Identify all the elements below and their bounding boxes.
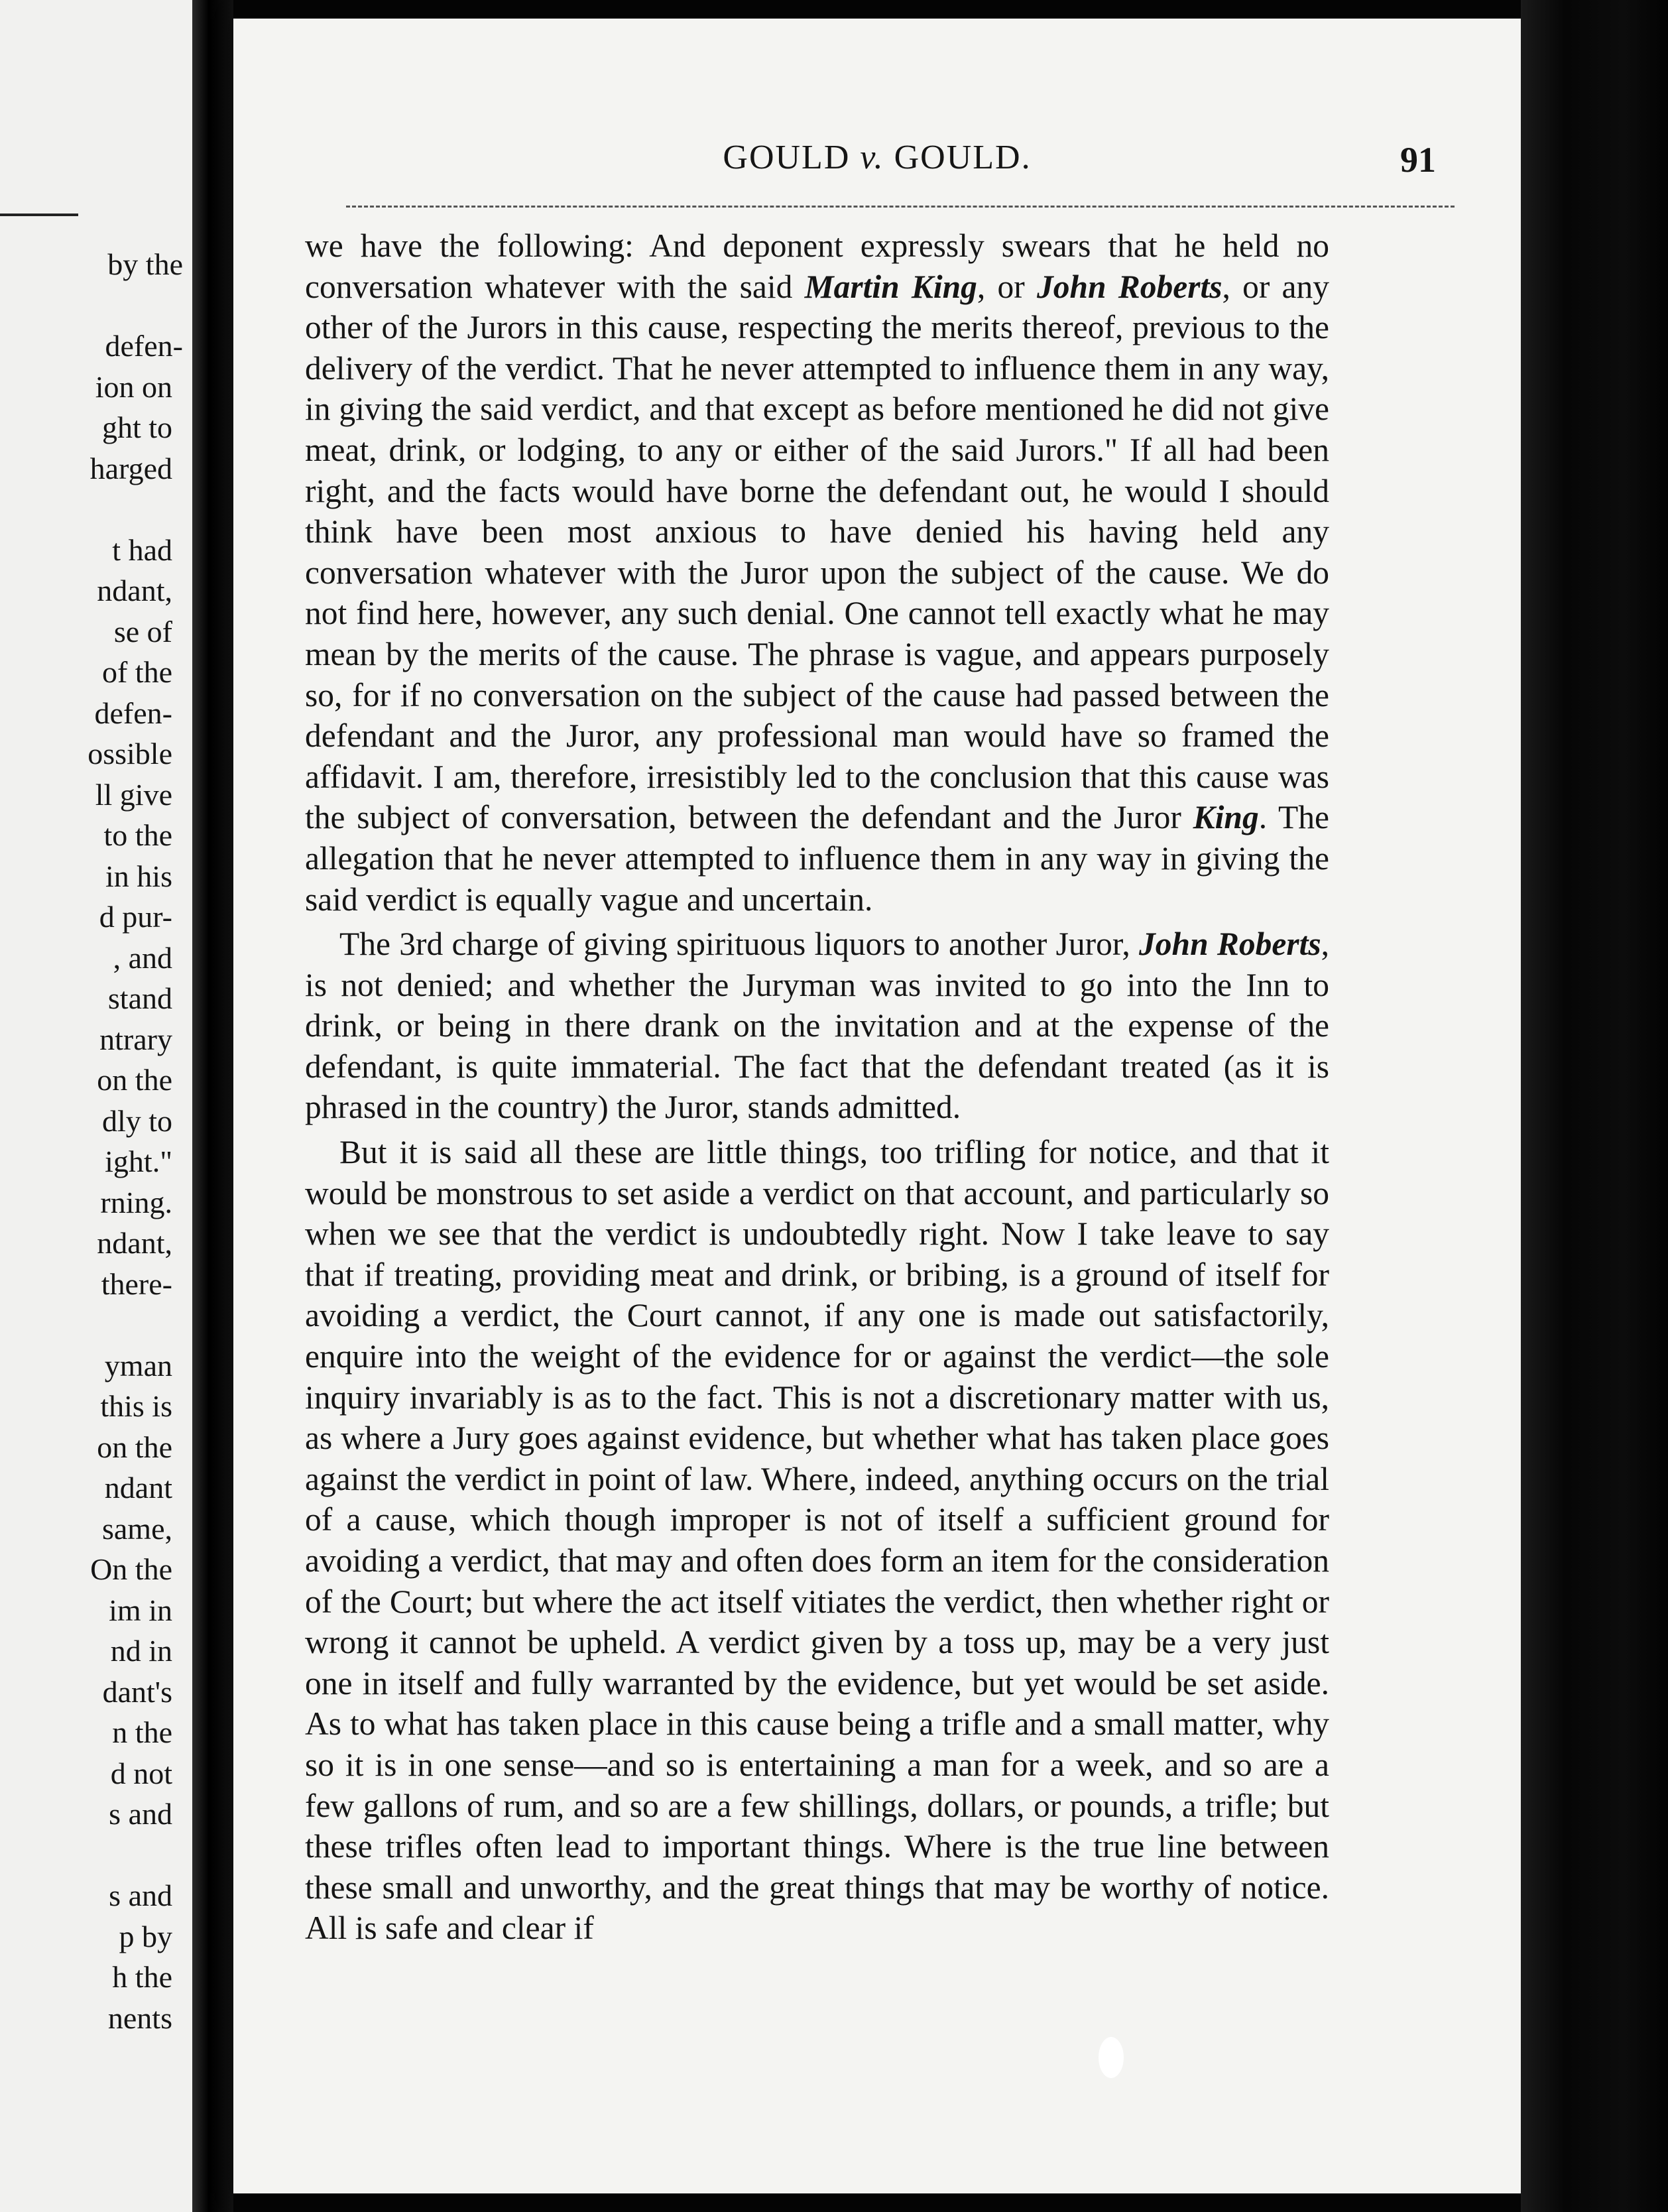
previous-page-line: stand [107, 981, 172, 1015]
scan-background [1521, 0, 1668, 2212]
previous-page-line: by the [107, 247, 183, 281]
text-run: But it is said all these are little things, too trifling for notice, and that it would be monstrous to set aside a verdict on that account, and particularly so when we see that the verdict is undoubtedly right. Now I take leave to say that if treating, providing meat and drink, or bribing, is a ground of itself for avoiding a verdict, the Court cannot, if any one is made out satisfactorily, enquire into the weight of the evidence for or against the verdict—the sole inquiry invariably is as to the fact. This is not a discretionary matter with us, as where a Jury goes against evidence, but whether what has taken place goes against the verdict in point of law. Where, indeed, anything occurs on the trial of a cause, which though improper is not of itself a sufficient ground for avoiding a verdict, that may and often does form an item for the consideration of the Court; but where the act itself vitiates the verdict, then whether right or wrong it cannot be upheld. A verdict given by a toss up, may be a very just one in itself and fully warranted by the evidence, but yet would be set aside. As to what has taken place in this cause being a trifle and a small matter, why so it is in one sense—and so is entertaining a man for a week, and so are a few gallons of rum, and so are a few shillings, dollars, or pounds, a trifle; but these trifles often lead to important things. Where is the true line between these small and unworthy, and the great things that may be worthy of notice. All is safe and clear if [305, 1134, 1330, 1947]
previous-page-line: d pur- [99, 900, 172, 934]
previous-page-line: ll give [95, 777, 172, 812]
running-head-versus: v. [860, 139, 884, 176]
previous-page-line: this is [100, 1389, 172, 1423]
header-rule [346, 206, 1455, 208]
previous-page-line: on the [97, 1430, 172, 1464]
previous-page-line: , and [113, 940, 172, 975]
paper-blemish [1099, 2037, 1124, 2078]
body-paragraph [305, 924, 1329, 1128]
previous-page-line: p by [119, 1919, 172, 1953]
previous-page-line: ntrary [99, 1022, 172, 1056]
running-head-left: GOULD [723, 139, 861, 176]
previous-page-edge [0, 0, 192, 2212]
previous-page-line: same, [101, 1511, 172, 1546]
italic-name: John Roberts [1036, 268, 1222, 305]
italic-name: John Roberts [1139, 926, 1321, 963]
previous-page-line: nd in [110, 1634, 172, 1668]
previous-page-line: harged [89, 451, 172, 485]
previous-page-line: dant's [102, 1674, 172, 1709]
text-run: , or any other of the Jurors in this cause, respecting the merits thereof, previous to the delivery of the verdict. That he never attempted to influence them in any way, in giving the said verdict, and that except as before mentioned he did not give meat, drink, or lodging, to any or either of the said Jurors." If all had been right, and the facts would have borne the defendant out, he would I should think have been most anxious to have denied his having held any conversation whatever with the Juror upon the subject of the cause. We do not find here, however, any such denial. One cannot tell exactly what he may mean by the merits of the cause. The phrase is vague, and appears purposely so, for if no conversation on the subject of the cause had passed between the defendant and the Juror, any professional man would have so framed the affidavit. I am, therefore, irresistibly led to the conclusion that this cause was the subject of conversation, between the defendant and the Juror [305, 268, 1329, 836]
previous-page-line: s and [109, 1878, 172, 1912]
running-head [233, 138, 1521, 177]
text-run: The 3rd charge of giving spirituous liquors to another Juror, [339, 926, 1140, 963]
book-gutter [192, 0, 233, 2212]
previous-page-line: on the [97, 1063, 172, 1097]
text-run: we have the following: And deponent expressly swears that he held no conversation whatever with the said [305, 227, 1329, 305]
previous-page-line: t had [112, 532, 172, 567]
page-number: 91 [1400, 140, 1436, 180]
previous-page-line: there- [101, 1266, 172, 1301]
body-paragraph [305, 1132, 1329, 1949]
previous-page-line: in his [105, 859, 172, 893]
text-run: , is not denied; and whether the Juryman was invited to go into the Inn to drink, or being in there drank on the invitation and at the expense of the defendant, is quite immaterial. The fact that the defendant treated (as it is phrased in the country) the Juror, stands admitted. [305, 926, 1329, 1126]
previous-page-line: ght to [101, 410, 172, 444]
previous-page-line: im in [109, 1593, 172, 1627]
previous-page-line: se of [113, 614, 172, 648]
previous-page-line: ndant [104, 1471, 172, 1505]
previous-page-line: ossible [88, 737, 172, 770]
previous-page-line: yman [104, 1348, 172, 1382]
previous-page-line: to the [103, 818, 172, 852]
italic-name: King [1193, 799, 1259, 836]
previous-page-line: s and [109, 1797, 172, 1831]
previous-page-line: ight." [105, 1144, 172, 1178]
previous-page-line: ndant, [97, 574, 172, 607]
page-body [305, 225, 1329, 1949]
text-run: , or [977, 268, 1037, 305]
previous-page-line: of the [101, 655, 172, 689]
previous-page-line: n the [112, 1715, 172, 1749]
previous-page-line: dly to [101, 1103, 172, 1138]
previous-page-line: nents [107, 2000, 172, 2035]
book-page [233, 19, 1521, 2193]
body-paragraph [305, 225, 1329, 920]
previous-page-line: ndant, [97, 1226, 172, 1260]
previous-page-line: ion on [95, 369, 172, 404]
running-head-right: GOULD. [884, 139, 1032, 176]
previous-page-line: rning. [100, 1185, 172, 1219]
previous-page-line: defen- [105, 329, 183, 363]
previous-page-line: defen- [94, 696, 172, 730]
text-run: . The allegation that he never attempted to influence them in any way in giving the said verdict is equally vague and uncertain. [305, 799, 1329, 918]
italic-name: Martin King [804, 268, 977, 305]
previous-page-line: d not [110, 1756, 172, 1790]
previous-page-line: h the [112, 1960, 172, 1994]
previous-page-rule [0, 214, 78, 216]
previous-page-line: On the [90, 1552, 172, 1586]
